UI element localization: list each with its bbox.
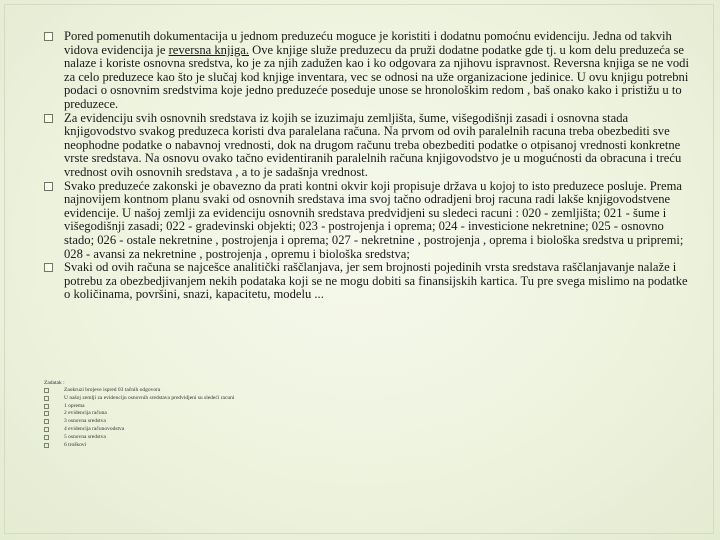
task-item xyxy=(44,418,444,426)
bullet-text: Svaki od ovih računa se najcešce analitički raščlanjava, jer sem brojnosti pojedinih vrsta sredstava raščlanjavanje nalaže i potrebu za obezbedjivanjem nekih podataka koji se ne mogu dobiti sa finansijskih kartica. Tu pre svega mislimo na podatke o količinama, površini, snazi, kapacitetu, modelu ... xyxy=(64,260,688,302)
task-item-text: Zaokruzi brojeve ispred 03 tačnih odgovora xyxy=(64,387,161,393)
main-content xyxy=(44,30,694,302)
square-bullet-icon xyxy=(44,427,49,432)
bullet-text-before: Pored pomenutih dokumentacija u jednom preduzeću moguce je koristiti i dodatnu pomoćnu evidenciju. Jedna od takvih vidova evidencija je xyxy=(64,29,672,57)
task-item-text: 5 osnovna sredstva xyxy=(64,433,106,440)
bullet-text-after: Ove knjige služe preduzecu da pruži dodatne podatke gde tj. u kom delu preduzeća se nalaze i koriste osnovna sredstva, ko je za njih zadužen kao i ko odgovara za njihovu ispravnost. Reversna knjiga se ne vodi za celo preduzece kao što je slučaj kod knjige inventara, vec se odnosi na uže organizacione jedinice. U ovu knjigu potrebni podaci o osnovnim sredstvima koje jedno preduzeće poseduje unose se hronološkim redom , baš onako kako i pristižu u to preduzece. xyxy=(64,42,689,111)
task-item-text: 2 evidencija računa xyxy=(64,410,107,417)
task-item-text: 4 evidencija računovodstva xyxy=(64,425,125,432)
task-title: Zadatak : xyxy=(44,380,65,386)
task-list xyxy=(44,387,444,449)
task-item xyxy=(44,410,444,418)
task-footnote xyxy=(44,380,444,449)
task-item xyxy=(44,434,444,442)
task-item-text: 3 osnovna sredstva xyxy=(64,418,106,425)
task-item xyxy=(44,403,444,411)
bullet-item xyxy=(44,261,694,302)
bullet-item xyxy=(44,112,694,180)
task-item-text: 6 troškovi xyxy=(64,441,87,448)
task-item xyxy=(44,387,444,395)
task-item-text: U našoj zemlji za evidenciju osnovnih sredstava predvidjeni su sledeći racuni xyxy=(64,394,235,401)
square-bullet-icon xyxy=(44,435,49,440)
bullet-list xyxy=(44,30,694,302)
task-item xyxy=(44,426,444,434)
square-bullet-icon xyxy=(44,114,53,123)
bullet-item xyxy=(44,180,694,262)
bullet-text: Svako preduzeće zakonski je obavezno da prati kontni okvir koji propisuje država u kojoj to isto preduzece posluje. Prema najnovijem kontnom planu svaki od osnovnih sredstava ima svoj tačno odradjeni broj racuna radi lakše knjigovodstvene evidencije. U našoj zemlji za evidenciju osnovnih sredstava predvidjeni su sledeci racuni : 020 - zemljišta; 021 - šume i višegodišnji zasadi; 022 - gradevinski objekti; 023 - postrojenja i oprema; 024 - investicione nekretnine; 025 - osnovno stado; 026 - ostale nekretnine , postrojenja i oprema; 027 - nekretnine , postrojenja , oprema i biološka sredstva u pripremi; 028 - avansi za nekretnine , postrojenja , opremu i biološka sredstva; xyxy=(64,178,684,261)
bullet-text: Za evidenciju svih osnovnih sredstava iz kojih se izuzimaju zemljišta, šume, višegodišnji zasadi i osnovna stada knjigovodstvo svakog preduzeca koristi dva paralelana računa. Na prvom od ovih paralelnih racuna treba obezbediti sve neophodne podatke o nabavnoj vrednosti, dok na drugom računu treba obezbediti podatke o otpisanoj vrednosti konkretne vrste sredstava. Na osnovu ovako tačno evidentiranih paralelnih računa knjigovodstvo je u mogućnosti da obracuna i treću vrednost ovih osnovnih sredstava , a to je sadašnja vrednost. xyxy=(64,110,682,179)
square-bullet-icon xyxy=(44,396,49,401)
square-bullet-icon xyxy=(44,263,53,272)
square-bullet-icon xyxy=(44,404,49,409)
bullet-text-underlined: reversna knjiga. xyxy=(168,42,249,57)
square-bullet-icon xyxy=(44,419,49,424)
square-bullet-icon xyxy=(44,388,49,393)
task-item xyxy=(44,395,444,403)
square-bullet-icon xyxy=(44,182,53,191)
square-bullet-icon xyxy=(44,443,49,448)
task-item-text: 1 oprema xyxy=(64,402,85,409)
square-bullet-icon xyxy=(44,411,49,416)
task-item xyxy=(44,442,444,450)
bullet-item xyxy=(44,30,694,112)
square-bullet-icon xyxy=(44,32,53,41)
